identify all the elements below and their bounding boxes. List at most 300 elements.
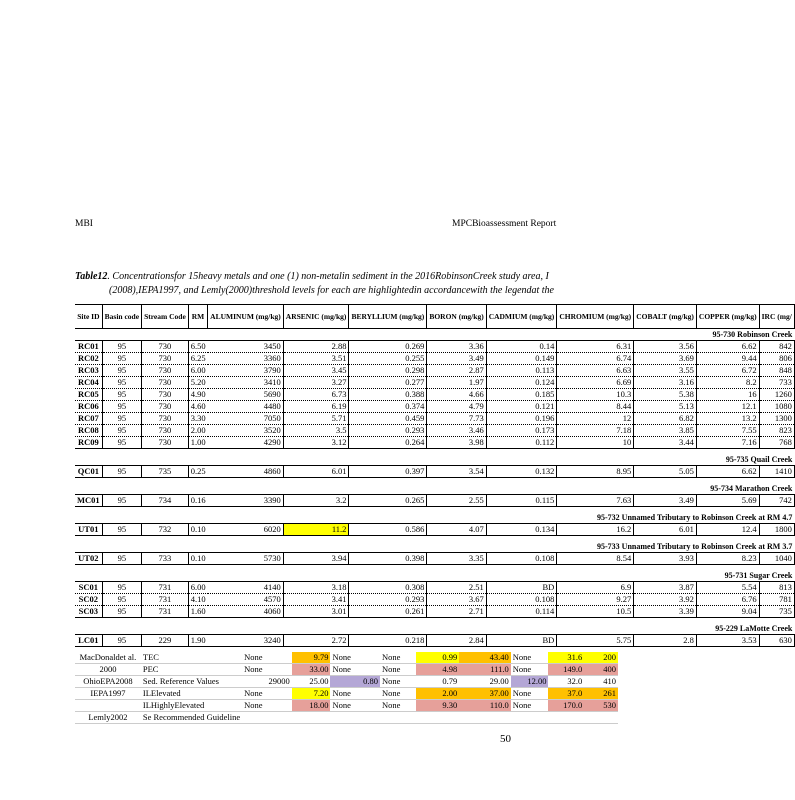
table-cell: 8.44 bbox=[557, 401, 634, 413]
table-cell: 4.79 bbox=[427, 401, 486, 413]
legend-value: 37.0 bbox=[548, 688, 584, 700]
table-cell: 4.60 bbox=[188, 401, 207, 413]
table-cell: 3.5 bbox=[283, 425, 349, 437]
table-cell: 735 bbox=[759, 606, 794, 618]
legend-value bbox=[459, 712, 510, 724]
table-cell: 3.01 bbox=[283, 606, 349, 618]
site-id-cell: UT01 bbox=[75, 524, 102, 536]
table-cell: 7.18 bbox=[557, 425, 634, 437]
column-header: BERYLLIUM (mg/kg) bbox=[349, 305, 427, 329]
table-cell: 95 bbox=[102, 401, 141, 413]
table-cell: 806 bbox=[759, 353, 794, 365]
group-title: 95-732 Unnamed Tributary to Robinson Creek at RM 4.7 bbox=[75, 512, 794, 524]
table-cell: 10 bbox=[557, 437, 634, 449]
table-cell: 5.71 bbox=[283, 413, 349, 425]
table-cell: 8.23 bbox=[696, 553, 759, 565]
table-cell: 1.90 bbox=[188, 635, 207, 647]
legend-type: ILElevated bbox=[141, 688, 242, 700]
table-cell: 6.73 bbox=[283, 389, 349, 401]
legend-value: 32.0 bbox=[548, 676, 584, 688]
table-cell: 730 bbox=[142, 425, 189, 437]
legend-value: 29000 bbox=[242, 676, 292, 688]
table-cell: 6.00 bbox=[188, 365, 207, 377]
table-cell: 3.27 bbox=[283, 377, 349, 389]
table-cell: 730 bbox=[142, 413, 189, 425]
table-cell: 10.3 bbox=[557, 389, 634, 401]
table-cell: 1260 bbox=[759, 389, 794, 401]
table-cell: 730 bbox=[142, 389, 189, 401]
table-row bbox=[75, 353, 794, 365]
table-cell: 5.05 bbox=[634, 466, 697, 478]
table-cell: 3.98 bbox=[427, 437, 486, 449]
table-cell: 229 bbox=[142, 635, 189, 647]
table-cell: 4.07 bbox=[427, 524, 486, 536]
legend-type: Sed. Reference Values bbox=[141, 676, 242, 688]
table-cell: 5.54 bbox=[696, 582, 759, 594]
legend-type: TEC bbox=[141, 652, 242, 664]
table-cell: 16.2 bbox=[557, 524, 634, 536]
table-cell: 4860 bbox=[208, 466, 284, 478]
table-cell: 6.50 bbox=[188, 341, 207, 353]
table-cell: 3.92 bbox=[634, 594, 697, 606]
table-cell: 5.13 bbox=[634, 401, 697, 413]
table-cell: 4570 bbox=[208, 594, 284, 606]
table-cell: 2.51 bbox=[427, 582, 486, 594]
table-row bbox=[75, 524, 794, 536]
table-cell: 6.31 bbox=[557, 341, 634, 353]
table-row bbox=[75, 389, 794, 401]
table-cell: 2.00 bbox=[188, 425, 207, 437]
table-cell: 4.66 bbox=[427, 389, 486, 401]
table-cell: 8.2 bbox=[696, 377, 759, 389]
legend-row bbox=[75, 712, 618, 724]
table-cell: 95 bbox=[102, 365, 141, 377]
table-cell: 0.269 bbox=[349, 341, 427, 353]
table-cell: BD bbox=[486, 635, 557, 647]
table-cell: 3450 bbox=[208, 341, 284, 353]
legend-value: 110.0 bbox=[459, 700, 510, 712]
caption-line1: . Concentrationsfor 15heavy metals and one (1) non-metalin sediment in the 2016RobinsonCreek study area, I bbox=[107, 271, 549, 282]
table-row bbox=[75, 413, 794, 425]
table-cell: 6.69 bbox=[557, 377, 634, 389]
legend-value: None bbox=[511, 700, 549, 712]
table-cell: 0.121 bbox=[486, 401, 557, 413]
legend-value: 2.00 bbox=[416, 688, 460, 700]
group-title: 95-734 Marathon Creek bbox=[75, 483, 794, 495]
legend-row bbox=[75, 664, 618, 676]
table-row bbox=[75, 365, 794, 377]
table-cell: 768 bbox=[759, 437, 794, 449]
legend-row bbox=[75, 676, 618, 688]
table-cell: 0.25 bbox=[188, 466, 207, 478]
table-cell: 10.5 bbox=[557, 606, 634, 618]
legend-value: None bbox=[380, 652, 416, 664]
table-cell: 7.73 bbox=[427, 413, 486, 425]
sediment-data-table bbox=[75, 304, 795, 647]
table-cell: 742 bbox=[759, 495, 794, 507]
table-row bbox=[75, 437, 794, 449]
table-cell: 95 bbox=[102, 495, 141, 507]
column-header: Stream Code bbox=[142, 305, 189, 329]
legend-value: None bbox=[380, 664, 416, 676]
legend-value bbox=[242, 712, 292, 724]
legend-type: Se Recommended Guideline bbox=[142, 712, 241, 722]
table-cell: 95 bbox=[102, 524, 141, 536]
table-cell: 730 bbox=[142, 341, 189, 353]
table-cell: 630 bbox=[759, 635, 794, 647]
table-row bbox=[75, 606, 794, 618]
caption-line2: (2008),IEPA1997, and Lemly(2000)threshold levels for each are highlightedin accordancewith the legendat the bbox=[109, 285, 554, 296]
table-cell: 3.49 bbox=[427, 353, 486, 365]
table-cell: 9.04 bbox=[696, 606, 759, 618]
legend-row bbox=[75, 652, 618, 664]
legend-value: 410 bbox=[584, 676, 618, 688]
legend-value bbox=[292, 712, 331, 724]
table-cell: 730 bbox=[142, 377, 189, 389]
column-header: IRC (mg/ bbox=[759, 305, 794, 329]
table-cell: 3240 bbox=[208, 635, 284, 647]
table-cell: 3.94 bbox=[283, 553, 349, 565]
table-row bbox=[75, 635, 794, 647]
table-cell: 4290 bbox=[208, 437, 284, 449]
site-id-cell: SC03 bbox=[75, 606, 102, 618]
table-cell: 5.20 bbox=[188, 377, 207, 389]
legend-value: None bbox=[242, 664, 292, 676]
legend-value: 400 bbox=[584, 664, 618, 676]
table-cell: 0.149 bbox=[486, 353, 557, 365]
table-cell: 813 bbox=[759, 582, 794, 594]
table-cell: 0.196 bbox=[486, 413, 557, 425]
table-row bbox=[75, 582, 794, 594]
header-right: MPCBioassessment Report bbox=[452, 219, 557, 229]
table-cell: 0.132 bbox=[486, 466, 557, 478]
table-cell: 0.397 bbox=[349, 466, 427, 478]
table-cell: 3.49 bbox=[634, 495, 697, 507]
table-cell: 12.4 bbox=[696, 524, 759, 536]
table-cell: 2.88 bbox=[283, 341, 349, 353]
table-cell: 0.459 bbox=[349, 413, 427, 425]
table-cell: 3.85 bbox=[634, 425, 697, 437]
table-row bbox=[75, 377, 794, 389]
legend-value: None bbox=[242, 700, 292, 712]
site-id-cell: RC07 bbox=[75, 413, 102, 425]
legend-value: None bbox=[380, 700, 416, 712]
legend-value: None bbox=[511, 652, 549, 664]
table-cell: 730 bbox=[142, 437, 189, 449]
table-cell: 5730 bbox=[208, 553, 284, 565]
table-cell: 3520 bbox=[208, 425, 284, 437]
column-header: Site ID bbox=[75, 305, 102, 329]
table-cell: 0.264 bbox=[349, 437, 427, 449]
table-cell: 9.27 bbox=[557, 594, 634, 606]
table-cell: 0.112 bbox=[486, 437, 557, 449]
legend-value: 43.40 bbox=[459, 652, 510, 664]
site-id-cell: RC05 bbox=[75, 389, 102, 401]
legend-type: ILHighlyElevated bbox=[141, 700, 242, 712]
site-id-cell: RC09 bbox=[75, 437, 102, 449]
legend-value: None bbox=[330, 664, 380, 676]
table-cell: 16 bbox=[696, 389, 759, 401]
table-cell: 2.84 bbox=[427, 635, 486, 647]
table-cell: 781 bbox=[759, 594, 794, 606]
table-cell: 0.277 bbox=[349, 377, 427, 389]
legend-value: 33.00 bbox=[292, 664, 331, 676]
table-cell: 95 bbox=[102, 437, 141, 449]
table-cell: 0.255 bbox=[349, 353, 427, 365]
table-cell: 1.97 bbox=[427, 377, 486, 389]
table-cell: 95 bbox=[102, 606, 141, 618]
table-cell: 3.93 bbox=[634, 553, 697, 565]
table-cell: 2.8 bbox=[634, 635, 697, 647]
table-cell: 0.134 bbox=[486, 524, 557, 536]
table-cell: 0.108 bbox=[486, 594, 557, 606]
legend-value: 9.79 bbox=[292, 652, 331, 664]
legend-value: 0.79 bbox=[416, 676, 460, 688]
legend-source: MacDonaldet al. bbox=[75, 652, 141, 664]
legend-source: 2000 bbox=[75, 664, 141, 676]
table-cell: 12.1 bbox=[696, 401, 759, 413]
table-cell: 730 bbox=[142, 365, 189, 377]
site-id-cell: SC01 bbox=[75, 582, 102, 594]
legend-value bbox=[548, 712, 584, 724]
table-cell: 95 bbox=[102, 413, 141, 425]
table-cell: 3.16 bbox=[634, 377, 697, 389]
legend-value: None bbox=[380, 676, 416, 688]
table-cell: 4480 bbox=[208, 401, 284, 413]
table-cell: 6.72 bbox=[696, 365, 759, 377]
table-cell: 1800 bbox=[759, 524, 794, 536]
table-cell: 95 bbox=[102, 553, 141, 565]
table-cell: 13.2 bbox=[696, 413, 759, 425]
table-cell: 0.14 bbox=[486, 341, 557, 353]
table-row bbox=[75, 466, 794, 478]
table-cell: 3.55 bbox=[634, 365, 697, 377]
table-cell: 3.44 bbox=[634, 437, 697, 449]
legend-value: 18.00 bbox=[292, 700, 331, 712]
table-cell: 1300 bbox=[759, 413, 794, 425]
table-cell: 0.293 bbox=[349, 594, 427, 606]
table-cell: 8.95 bbox=[557, 466, 634, 478]
table-cell: 6.19 bbox=[283, 401, 349, 413]
threshold-legend-table bbox=[75, 652, 618, 724]
legend-value: None bbox=[242, 688, 292, 700]
legend-value: None bbox=[330, 652, 380, 664]
legend-row bbox=[75, 688, 618, 700]
table-cell: 3.46 bbox=[427, 425, 486, 437]
table-cell: 6.01 bbox=[634, 524, 697, 536]
table-cell: 0.114 bbox=[486, 606, 557, 618]
table-cell: 95 bbox=[102, 594, 141, 606]
table-cell: 95 bbox=[102, 389, 141, 401]
table-cell: 1.60 bbox=[188, 606, 207, 618]
table-cell: 734 bbox=[142, 495, 189, 507]
table-cell: 0.16 bbox=[188, 495, 207, 507]
table-cell: 823 bbox=[759, 425, 794, 437]
table-cell: 3.53 bbox=[696, 635, 759, 647]
site-id-cell: RC04 bbox=[75, 377, 102, 389]
table-cell: 3.54 bbox=[427, 466, 486, 478]
table-cell: 732 bbox=[142, 524, 189, 536]
table-cell: 0.113 bbox=[486, 365, 557, 377]
legend-value: None bbox=[511, 664, 549, 676]
site-id-cell: RC01 bbox=[75, 341, 102, 353]
table-cell: 4140 bbox=[208, 582, 284, 594]
table-row bbox=[75, 495, 794, 507]
table-cell: 733 bbox=[142, 553, 189, 565]
legend-value: 29.00 bbox=[459, 676, 510, 688]
legend-value bbox=[330, 712, 380, 724]
legend-value: 111.0 bbox=[459, 664, 510, 676]
column-header: ARSENIC (mg/kg) bbox=[283, 305, 349, 329]
table-cell: 0.293 bbox=[349, 425, 427, 437]
table-cell: 3.69 bbox=[634, 353, 697, 365]
table-cell: 6.00 bbox=[188, 582, 207, 594]
table-cell: 735 bbox=[142, 466, 189, 478]
table-row bbox=[75, 401, 794, 413]
table-cell: 0.218 bbox=[349, 635, 427, 647]
table-cell: 6.01 bbox=[283, 466, 349, 478]
table-cell: 95 bbox=[102, 377, 141, 389]
column-header: RM bbox=[188, 305, 207, 329]
table-cell: 3390 bbox=[208, 495, 284, 507]
table-cell: 7.55 bbox=[696, 425, 759, 437]
site-id-cell: MC01 bbox=[75, 495, 102, 507]
column-header: COPPER (mg/kg) bbox=[696, 305, 759, 329]
group-title: 95-731 Sugar Creek bbox=[75, 570, 794, 582]
column-header: BORON (mg/kg) bbox=[427, 305, 486, 329]
legend-value: 149.0 bbox=[548, 664, 584, 676]
table-cell: 3.51 bbox=[283, 353, 349, 365]
table-caption bbox=[75, 270, 635, 298]
table-cell: 2.55 bbox=[427, 495, 486, 507]
table-cell: 0.586 bbox=[349, 524, 427, 536]
table-cell: 0.115 bbox=[486, 495, 557, 507]
legend-source: OhioEPA2008 bbox=[75, 676, 141, 688]
legend-value bbox=[584, 712, 618, 724]
legend-body bbox=[75, 652, 618, 724]
table-cell: 0.124 bbox=[486, 377, 557, 389]
table-cell: BD bbox=[486, 582, 557, 594]
site-id-cell: LC01 bbox=[75, 635, 102, 647]
table-cell: 6020 bbox=[208, 524, 284, 536]
column-header: CADMIUM (mg/kg) bbox=[486, 305, 557, 329]
table-cell: 730 bbox=[142, 401, 189, 413]
legend-value bbox=[511, 712, 549, 724]
table-cell: 0.388 bbox=[349, 389, 427, 401]
legend-value: 530 bbox=[584, 700, 618, 712]
table-cell: 842 bbox=[759, 341, 794, 353]
legend-source: Lemly2002 bbox=[75, 712, 141, 724]
table-cell: 7.63 bbox=[557, 495, 634, 507]
table-cell: 6.82 bbox=[634, 413, 697, 425]
table-cell: 731 bbox=[142, 594, 189, 606]
table-row bbox=[75, 594, 794, 606]
table-cell: 95 bbox=[102, 635, 141, 647]
table-cell: 8.54 bbox=[557, 553, 634, 565]
table-cell: 3410 bbox=[208, 377, 284, 389]
legend-value: 7.20 bbox=[292, 688, 331, 700]
legend-value: None bbox=[330, 700, 380, 712]
table-cell: 731 bbox=[142, 582, 189, 594]
column-header: Basin code bbox=[102, 305, 141, 329]
table-cell: 6.25 bbox=[188, 353, 207, 365]
legend-value: 4.98 bbox=[416, 664, 460, 676]
legend-value: 200 bbox=[584, 652, 618, 664]
group-title: 95-733 Unnamed Tributary to Robinson Creek at RM 3.7 bbox=[75, 541, 794, 553]
site-id-cell: RC03 bbox=[75, 365, 102, 377]
table-cell: 6.62 bbox=[696, 466, 759, 478]
table-cell: 2.71 bbox=[427, 606, 486, 618]
table-cell: 0.108 bbox=[486, 553, 557, 565]
table-cell: 4.10 bbox=[188, 594, 207, 606]
table-cell: 1080 bbox=[759, 401, 794, 413]
legend-value: 261 bbox=[584, 688, 618, 700]
site-id-cell: QC01 bbox=[75, 466, 102, 478]
table-cell: 6.76 bbox=[696, 594, 759, 606]
table-cell: 11.2 bbox=[283, 524, 349, 536]
table-cell: 731 bbox=[142, 606, 189, 618]
table-cell: 0.173 bbox=[486, 425, 557, 437]
column-header: COBALT (mg/kg) bbox=[634, 305, 697, 329]
legend-value: 9.30 bbox=[416, 700, 460, 712]
table-cell: 848 bbox=[759, 365, 794, 377]
table-cell: 0.374 bbox=[349, 401, 427, 413]
table-cell: 733 bbox=[759, 377, 794, 389]
table-cell: 0.261 bbox=[349, 606, 427, 618]
legend-value: None bbox=[380, 688, 416, 700]
table-cell: 3790 bbox=[208, 365, 284, 377]
group-title: 95-229 LaMotte Creek bbox=[75, 623, 794, 635]
table-cell: 95 bbox=[102, 466, 141, 478]
legend-value: 25.00 bbox=[292, 676, 331, 688]
table-cell: 0.265 bbox=[349, 495, 427, 507]
table-cell: 5690 bbox=[208, 389, 284, 401]
table-cell: 1040 bbox=[759, 553, 794, 565]
table-header-row bbox=[75, 305, 794, 329]
table-cell: 95 bbox=[102, 353, 141, 365]
table-cell: 4.90 bbox=[188, 389, 207, 401]
legend-value: None bbox=[511, 688, 549, 700]
table-cell: 3.41 bbox=[283, 594, 349, 606]
table-cell: 3.87 bbox=[634, 582, 697, 594]
table-cell: 4060 bbox=[208, 606, 284, 618]
column-header: CHROMIUM (mg/kg) bbox=[557, 305, 634, 329]
table-cell: 3.18 bbox=[283, 582, 349, 594]
group-title: 95-730 Robinson Creek bbox=[75, 329, 794, 341]
site-id-cell: RC06 bbox=[75, 401, 102, 413]
table-cell: 3360 bbox=[208, 353, 284, 365]
legend-value: None bbox=[330, 688, 380, 700]
table-cell: 3.35 bbox=[427, 553, 486, 565]
table-cell: 0.10 bbox=[188, 524, 207, 536]
table-cell: 95 bbox=[102, 341, 141, 353]
column-header: ALUMINUM (mg/kg) bbox=[208, 305, 284, 329]
site-id-cell: RC02 bbox=[75, 353, 102, 365]
table-cell: 95 bbox=[102, 425, 141, 437]
table-row bbox=[75, 553, 794, 565]
site-id-cell: RC08 bbox=[75, 425, 102, 437]
group-title: 95-735 Quail Creek bbox=[75, 454, 794, 466]
legend-value: None bbox=[242, 652, 292, 664]
table-cell: 5.38 bbox=[634, 389, 697, 401]
table-cell: 5.69 bbox=[696, 495, 759, 507]
table-cell: 730 bbox=[142, 353, 189, 365]
table-cell: 1.00 bbox=[188, 437, 207, 449]
table-cell: 2.87 bbox=[427, 365, 486, 377]
table-cell: 7050 bbox=[208, 413, 284, 425]
table-cell: 9.44 bbox=[696, 353, 759, 365]
table-cell: 3.56 bbox=[634, 341, 697, 353]
